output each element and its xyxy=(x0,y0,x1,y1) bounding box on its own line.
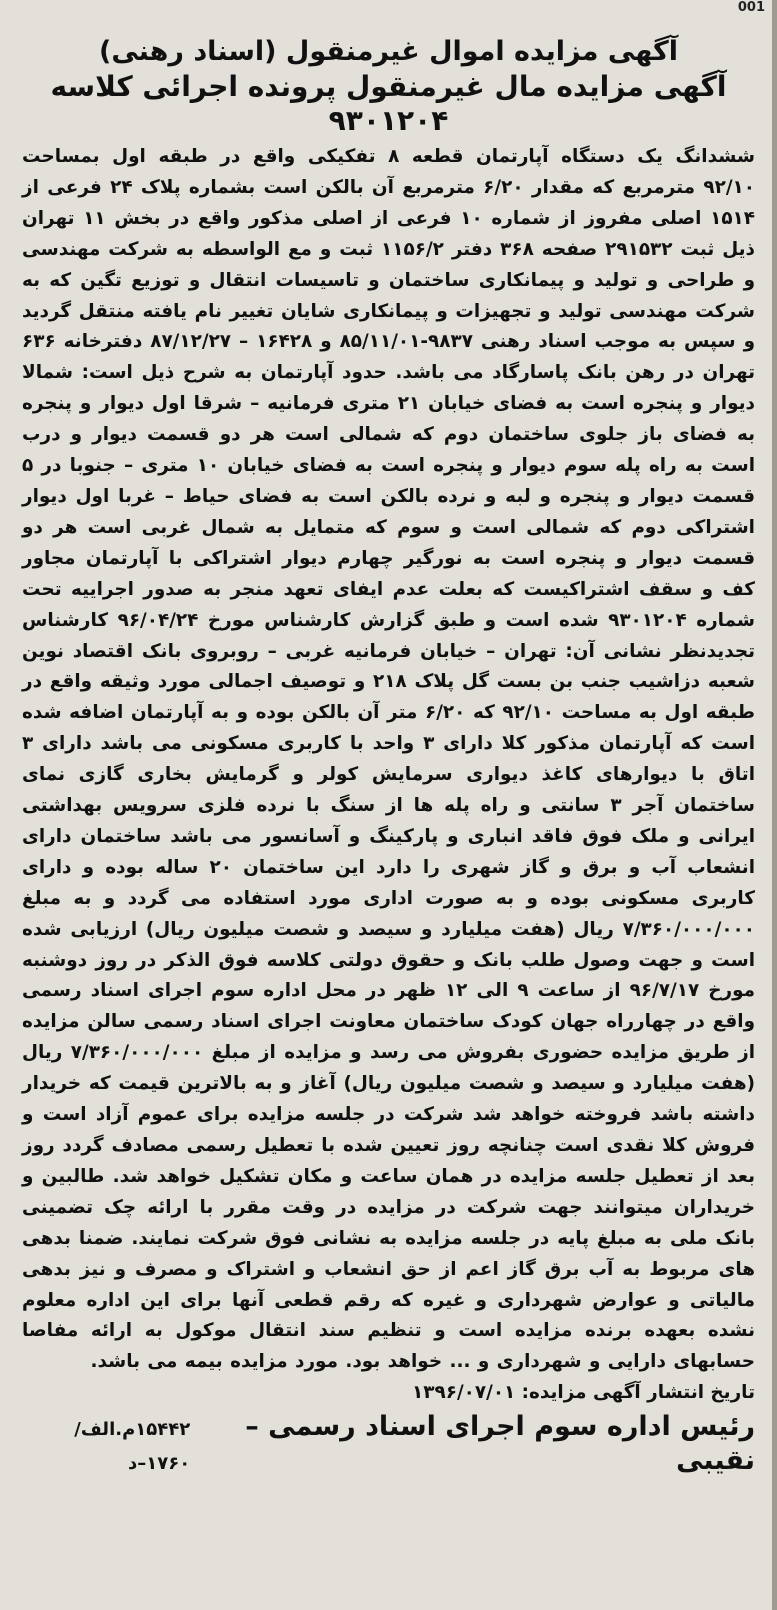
reference-code: ۱۵۴۴۲م.الف/۱۷۶۰–د xyxy=(74,1419,191,1475)
notice-body: ششدانگ یک دستگاه آپارتمان قطعه ۸ تفکیکی واقع در طبقه اول بمساحت ۹۲/۱۰ مترمربع که مقدار ۶/۲۰ مترمربع آن بالکن است بشماره پلاک ۲۴ فرعی از ۱۵۱۴ اصلی مفروز از شماره ۱۰ فرعی از اصلی مذکور واقع در بخش ۱۱ تهران ذیل ثبت ۲۹۱۵۳۲ صفحه ۳۶۸ دفتر ۱۱۵۶/۲ ثبت و مع الواسطه به شرکت مهندسی و طراحی و تولید و پیمانکاری ساختمان و تاسیسات انتقال و توزیع تگین که به شرکت مهندسی تولید و تجهیزات و پیمانکاری شایان تغییر نام یافته منتقل گردید و سپس به موجب اسناد رهنی ۹۸۳۷-۸۵/۱۱/۰۱ و ۱۶۴۲۸ – ۸۷/۱۲/۲۷ دفترخانه ۶۳۶ تهران در رهن بانک پاسارگاد می باشد. حدود آپارتمان به شرح ذیل است: شمالا دیوار و پنجره است به فضای خیابان ۲۱ متری فرمانیه – شرقا اول دیوار و پنجره به فضای باز جلوی ساختمان دوم که شمالی است هر دو قسمت دیوار و درب است به راه پله سوم دیوار و پنجره است به فضای خیابان ۱۰ متری – جنوبا در ۵ قسمت دیوار و پنجره و لبه و نرده بالکن است به فضای حیاط – غربا اول دیوار اشتراکی دوم که شمالی است و سوم که متمایل به شمال غربی است هر دو قسمت دیوار و پنجره است به نورگیر چهارم دیوار اشتراکی با آپارتمان مجاور کف و سقف اشتراکیست که بعلت عدم ایفای تعهد منجر به صدور اجراییه تحت شماره ۹۳۰۱۲۰۴ شده است و طبق گزارش کارشناس مورخ ۹۶/۰۴/۲۴ کارشناس تجدیدنظر نشانی آن: تهران – خیابان فرمانیه غربی – روبروی بانک اقتصاد نوین شعبه دزاشیب جنب بن بست گل پلاک ۲۱۸ و توصیف اجمالی مورد وثیقه واقع در طبقه اول به مساحت ۹۲/۱۰ که ۶/۲۰ متر آن بالکن بوده و به آپارتمان اضافه شده است که آپارتمان مذکور کلا دارای ۳ واحد با کاربری مسکونی می باشد دارای ۳ اتاق با دیوارهای کاغذ دیواری سرمایش کولر و گرمایش بخاری گازی نمای ساختمان آجر ۳ سانتی و راه پله ها از سنگ با نرده فلزی سرویس بهداشتی ایرانی و ملک فوق فاقد انباری و پارکینگ و آسانسور می باشد ساختمان دارای انشعاب آب و برق و گاز شهری را دارد این ساختمان ۲۰ ساله بوده و دارای کاربری مسکونی بوده و به صورت اداری مورد استفاده می گردد و به مبلغ ۷/۳۶۰/۰۰۰/۰۰۰ ریال (هفت میلیارد و سیصد و شصت میلیون ریال) ارزیابی شده است و جهت وصول طلب بانک و حقوق دولتی کلاسه فوق الذکر در روز دوشنبه مورخ ۹۶/۷/۱۷ از ساعت ۹ الی ۱۲ ظهر در محل اداره سوم اجرای اسناد رسمی واقع در چهارراه جهان کودک ساختمان معاونت اجرای اسناد رسمی سالن مزایده از طریق مزایده حضوری بفروش می رسد و مزایده از مبلغ ۷/۳۶۰/۰۰۰/۰۰۰ ریال (هفت میلیارد و سیصد و شصت میلیون ریال) آغاز و به بالاترین قیمت که خریدار داشته باشد فروخته خواهد شد شرکت در جلسه مزایده برای عموم آزاد است و فروش کلا نقدی است چنانچه روز تعیین شده با تعطیل رسمی مصادف گردد روز بعد از تعطیل جلسه مزایده در همان ساعت و مکان تشکیل خواهد شد. طالبین و خریداران میتوانند جهت شرکت در مزایده در وقت مقرر با ارائه چک تضمینی بانک ملی به مبلغ پایه در جلسه مزایده به نشانی فوق شرکت نمایند. ضمنا بدهی های مربوط به آب برق گاز اعم از حق انشعاب و اشتراک و مصرف و نیز بدهی مالیاتی و عوارض شهرداری و غیره که رقم قطعی آنها برای این اداره معلوم نشده بعهده برنده مزایده است و تنظیم سند انتقال موکول به ارائه مفاصا حسابهای دارایی و شهرداری و ... خواهد بود. مورد مزایده بیمه می باشد. xyxy=(22,146,756,1373)
notice-title: آگهی مزایده اموال غیرمنقول (اسناد رهنی) xyxy=(98,36,678,67)
corner-mark: 001 xyxy=(737,0,765,15)
page-edge-shadow xyxy=(772,0,777,1610)
signature-row xyxy=(22,1410,755,1481)
signature: رئیس اداره سوم اجرای اسناد رسمی – نقیبی xyxy=(245,1411,755,1477)
publish-date: تاریخ انتشار آگهی مزایده: ۱۳۹۶/۰۷/۰۱ xyxy=(412,1382,755,1404)
notice-subtitle: آگهی مزایده مال غیرمنقول پرونده اجرائی کلاسه ۹۳۰۱۲۰۴ xyxy=(50,70,727,137)
notice-header xyxy=(22,34,755,138)
